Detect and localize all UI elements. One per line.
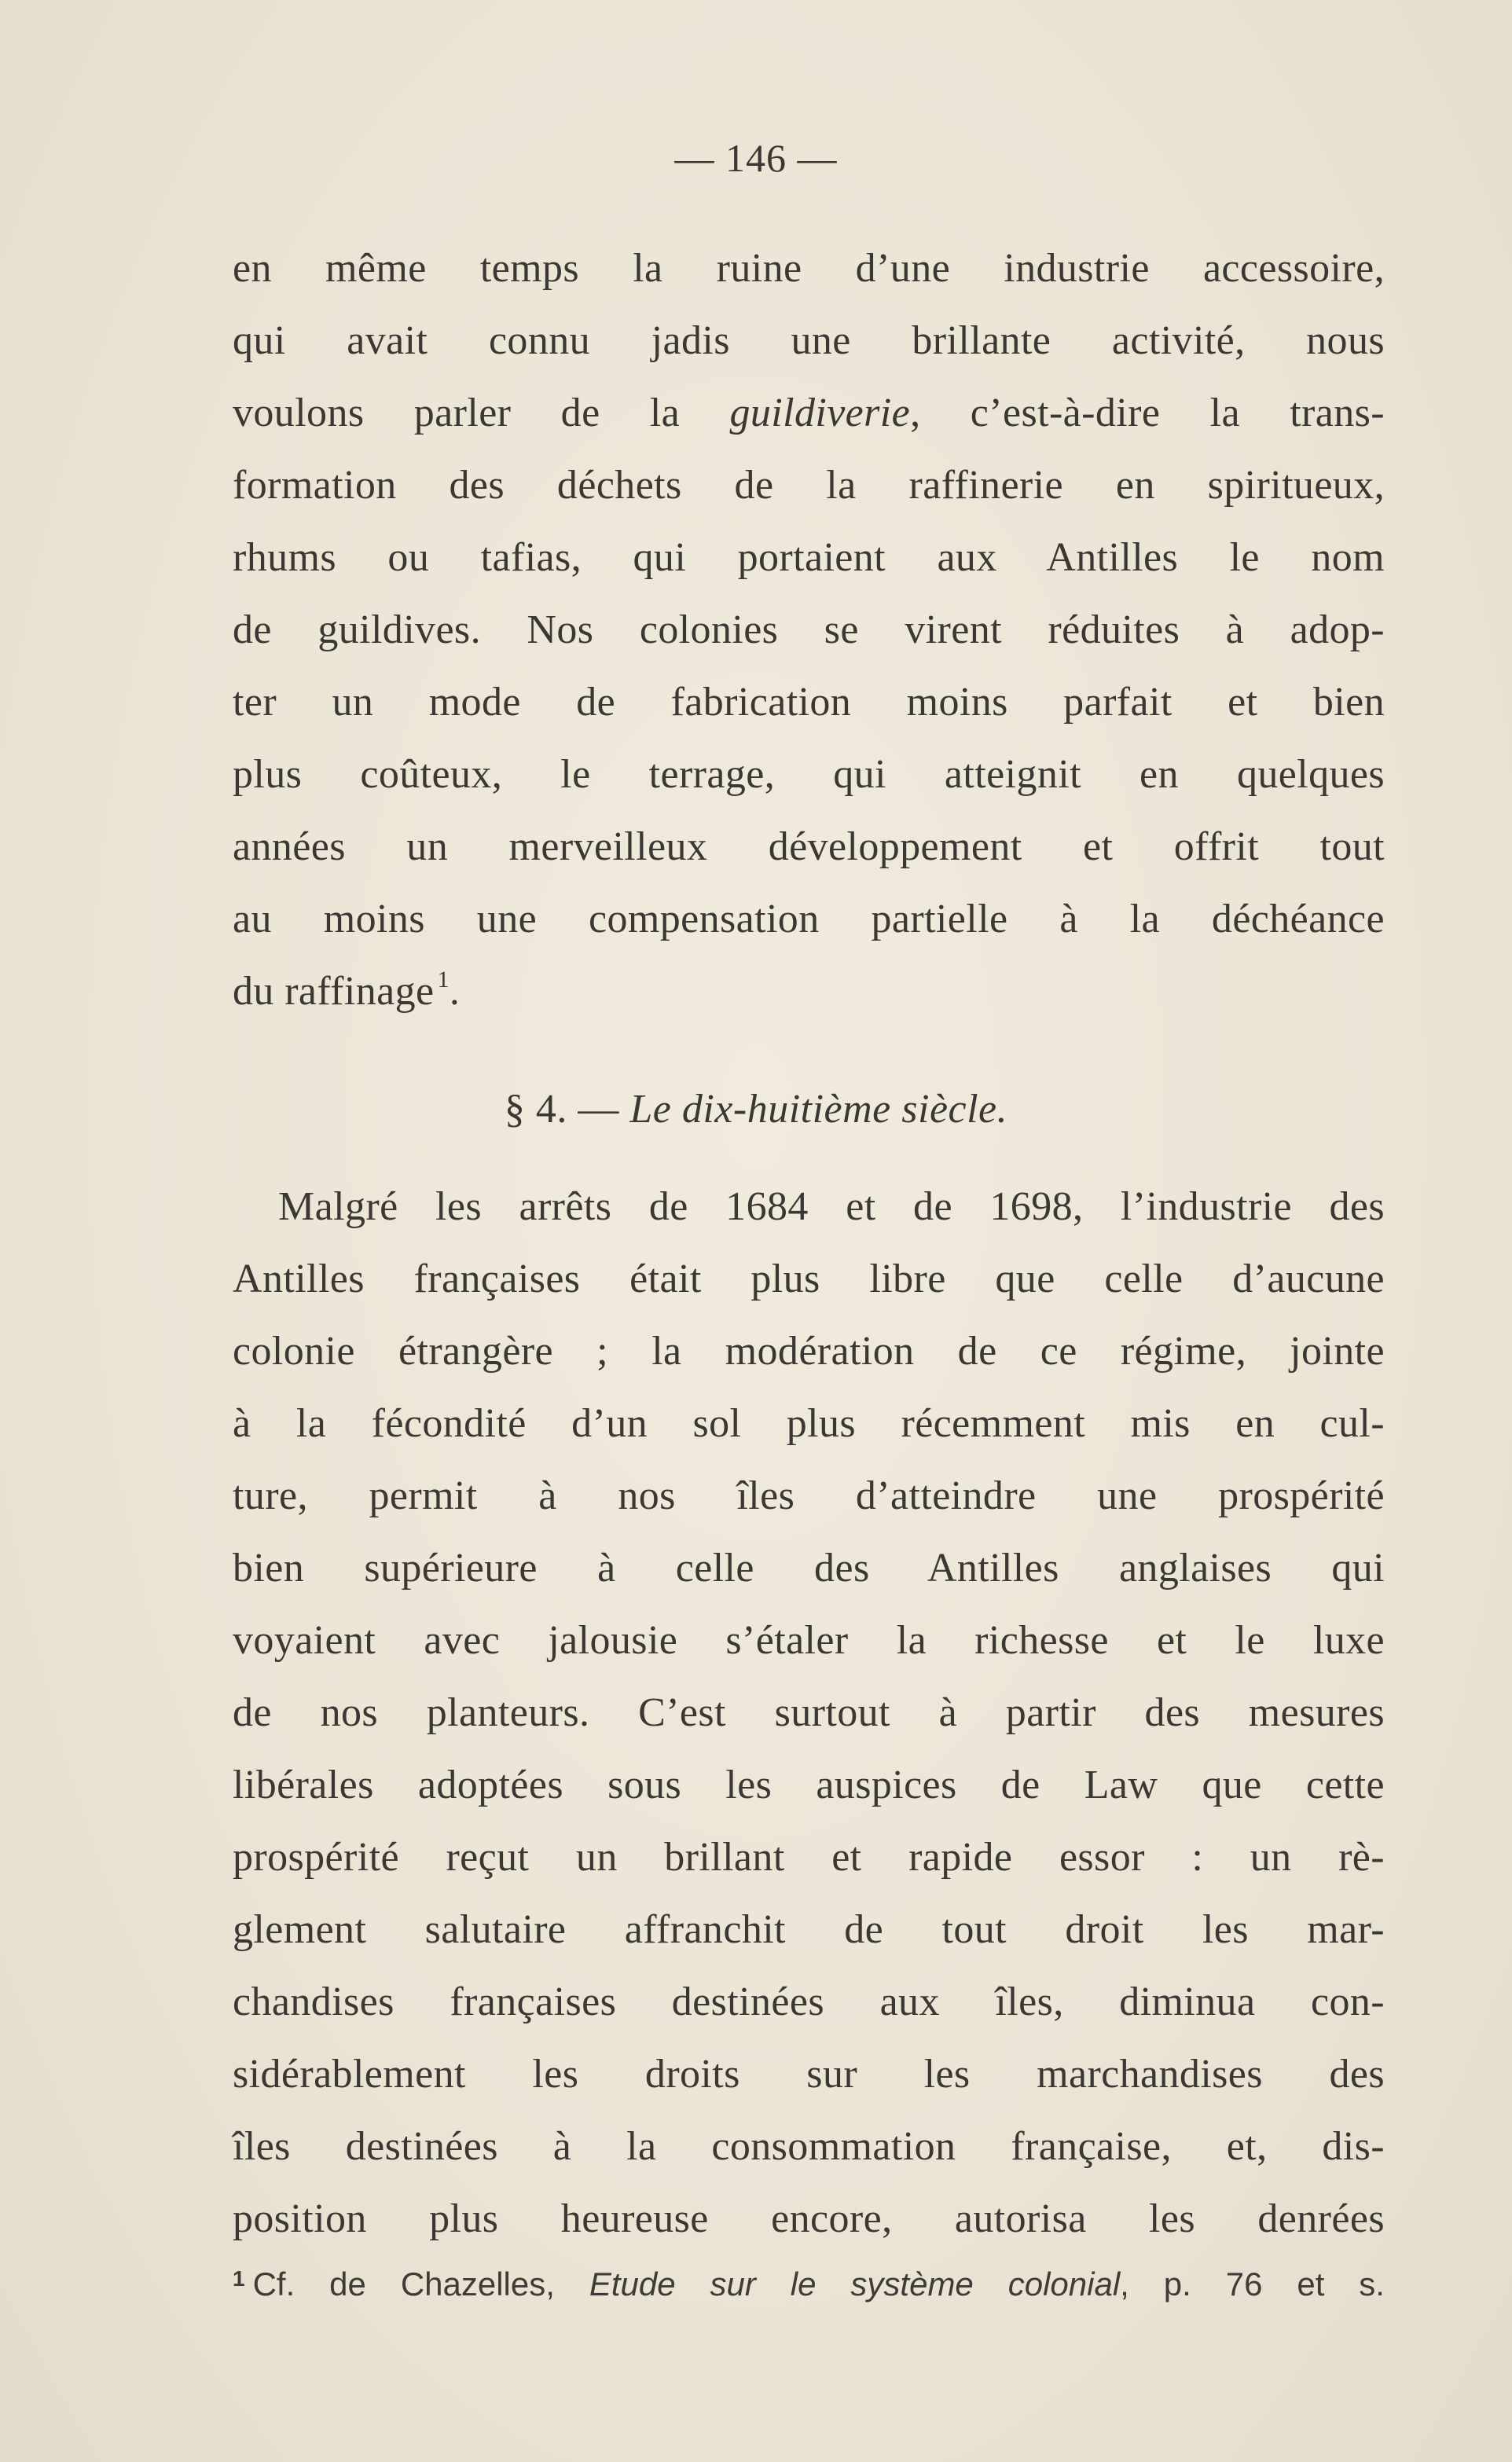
paragraph-2-line-8: de nos planteurs. C’est surtout à partir des mesures <box>233 1690 1385 1735</box>
paragraph-1-line-5: rhums ou tafias, qui portaient aux Antilles le nom <box>233 535 1385 580</box>
paragraph-2-line-3: colonie étrangère ; la modération de ce régime, jointe <box>233 1329 1385 1374</box>
paragraph-2-line-12: chandises françaises destinées aux îles, diminua con- <box>233 1980 1385 2024</box>
section-heading <box>0 1073 1512 1146</box>
paragraph-2-line-15: position plus heureuse encore, autorisa les denrées <box>233 2196 1385 2241</box>
paragraph-2-line-13: sidérablement les droits sur les marchandises des <box>233 2052 1385 2097</box>
paragraph-2-line-11: glement salutaire affranchit de tout droit les mar- <box>233 1907 1385 1952</box>
paragraph-2-line-2: Antilles françaises était plus libre que celle d’aucune <box>233 1257 1385 1301</box>
page-number: — 146 — <box>674 136 838 180</box>
paragraph-1-line-8: plus coûteux, le terrage, qui atteignit en quelques <box>233 752 1385 797</box>
footnote-suffix: , p. 76 et s. <box>1120 2266 1385 2302</box>
paragraph-2-line-6: bien supérieure à celle des Antilles anglaises qui <box>233 1546 1385 1591</box>
paragraph-2-line-5: ture, permit à nos îles d’atteindre une prospérité <box>233 1473 1385 1518</box>
paragraph-1-line-3 <box>233 377 1385 449</box>
paragraph-2-line-10: prospérité reçut un brillant et rapide essor : un rè- <box>233 1835 1385 1880</box>
paragraph-1-line-2: qui avait connu jadis une brillante activité, nous <box>233 318 1385 363</box>
paragraph-1-line-11-text: du raffinage <box>233 969 435 1014</box>
italic-term-guildiverie: guildiverie <box>729 391 911 435</box>
paragraph-1-line-11 <box>233 956 1385 1028</box>
paragraph-1-line-3-end: , c’est-à-dire la trans- <box>910 391 1385 435</box>
footnote-number: 1 <box>233 2266 245 2291</box>
paragraph-1-line-1: en même temps la ruine d’une industrie accessoire, <box>233 246 1385 291</box>
paragraph-2-line-9: libérales adoptées sous les auspices de Law que cette <box>233 1763 1385 1807</box>
paragraph-1-line-4: formation des déchets de la raffinerie en spiritueux, <box>233 463 1385 508</box>
footnote-reference: 1 <box>437 967 450 993</box>
paragraph-1-line-10: au moins une compensation partielle à la déchéance <box>233 897 1385 941</box>
paragraph-2-line-7: voyaient avec jalousie s’étaler la richesse et le luxe <box>233 1618 1385 1663</box>
section-heading-prefix: § 4. — <box>504 1087 630 1132</box>
paragraph-2-line-4: à la fécondité d’un sol plus récemment mis en cul- <box>233 1401 1385 1446</box>
paragraph-2 <box>233 1171 1385 2255</box>
footnote-title: Etude sur le système colonial <box>589 2266 1121 2302</box>
paragraph-2-line-14: îles destinées à la consommation française, et, dis- <box>233 2124 1385 2169</box>
paragraph-1 <box>233 233 1385 1028</box>
paragraph-2-line-1: Malgré les arrêts de 1684 et de 1698, l’industrie des <box>278 1184 1385 1229</box>
paragraph-1-line-9: années un merveilleux développement et offrit tout <box>233 824 1385 869</box>
footnote-prefix: Cf. de Chazelles, <box>252 2266 589 2302</box>
paragraph-1-line-7: ter un mode de fabrication moins parfait et bien <box>233 680 1385 725</box>
footnote <box>233 2257 1385 2312</box>
paragraph-1-line-6: de guildives. Nos colonies se virent réduites à adop- <box>233 607 1385 652</box>
section-heading-title: Le dix-huitième siècle. <box>629 1087 1008 1132</box>
paragraph-1-line-11-end: . <box>449 969 461 1014</box>
paragraph-1-line-3-start: voulons parler de la <box>233 391 730 435</box>
